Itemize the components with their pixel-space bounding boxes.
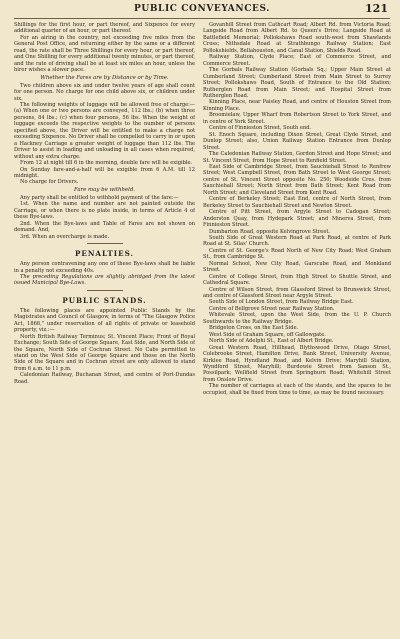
- note-paragraph: The preceding Regulations are slightly abridged from the latest issued Municipal Bye-Laws.: [14, 273, 195, 287]
- paragraph: Whitevale Street, upon the West Side, from the U. P. Church Southwards to the Railway Bridge.: [203, 312, 391, 325]
- paragraph: 3rd. When an overcharge is made.: [20, 233, 110, 240]
- paragraph: Centre of Berkeley Street; East End, centre of North Street, from Berkeley Street to Sauchiehall Street and Newton Street.: [203, 196, 391, 209]
- paragraph: Great Western Road, Hillhead, Blythswood Drive, Otago Street, Colebrooke Street, Hamilton Drive, Bank Street, University Avenue, Kirklee Road, Hyndland Road, and Kelvin Drive; Maryhill Station, Wyndford Street, Maryhill; Burdowie Street from Sanson St., Possilpark; Wellfield Street from Springburn Road; Whitehill Street from Onslow Drive.: [203, 344, 391, 383]
- paragraph: South Side of London Street, from Railway Bridge East.: [209, 299, 354, 306]
- paragraph: Any person contravening any one of these Bye-laws shall be liable in a penalty not exceeding 40s.: [14, 261, 195, 274]
- paragraph: Broomielaw, Upper Wharf from Robertson Street to York Street, and in centre of York Street.: [203, 112, 391, 125]
- paragraph: No charge for Drivers.: [20, 179, 79, 186]
- paragraph: Dumbarton Road, opposite Kelvingrove Street.: [209, 228, 330, 235]
- page-title: PUBLIC CONVEYANCES.: [134, 4, 270, 14]
- left-column: [14, 22, 195, 635]
- paragraph: The number of carriages at each of the stands, and the spaces to be occupied, shall be fixed from time to time, as may be found necessary.: [203, 383, 391, 396]
- section-heading-public-stands: PUBLIC STANDS.: [62, 295, 147, 305]
- paragraph: The Gorbals Railway Station (Gorbals Sq.; Upper Main Street at Cumberland Street; Cumberland Street from Main Street to Surrey Street; Pollokshaws Road, South of Entrance to the Old Station; Rutherglen Road from Main Street; and Hospital Street from Rutherglen Road.: [203, 67, 391, 99]
- right-column: [203, 22, 391, 635]
- paragraph: Two children above six and under twelve years of age shall count for one person. No charge for one child above six, or children under six.: [14, 82, 195, 102]
- paragraph: Centre of Pitt Street, from Argyle Street to Cadogan Street; Anderston Quay, from Hydepark Street; and Minerva Street, from Finnieston Street.: [203, 209, 391, 229]
- section-heading-penalties: PENALTIES.: [74, 249, 135, 259]
- paragraph: For an airing in the country, not exceeding five miles from the General Post Office, and returning either by the same or a different road, the rate shall be Three Shillings for every hour, or part thereof, and One Shilling for every additional twenty minutes, or part thereof, and the rate of driving shall be at least six miles an hour, unless the hirer wishes a slower pace.: [14, 34, 195, 74]
- section-subheading: Whether the Fares are by Distance or by Time.: [40, 74, 169, 81]
- paragraph: Centre of St. George's Road North of New City Road; West Graham St., from Cambridge St.: [203, 247, 391, 261]
- paragraph: The following weights of luggage will be allowed free of charge:—(a) When one or two persons are conveyed, 112 lbs.; (b) when three persons, 84 lbs.; (c) when four persons, 56 lbs. When the weight of luggage exceeds the respective weights to the number of persons specified above, the Driver will be entitled to make a charge not exceeding Sixpence. No Driver shall be compelled to carry in or upon a Hackney Carriage a greater weight of luggage than 112 lbs. The Driver to assist in loading and unloading in all cases when required, without any extra charge.: [14, 101, 195, 160]
- paragraph: Railway Station, Clyde Place; East of Commerce Street, and Commerce Street.: [203, 54, 391, 67]
- paragraph: Govanhill Street from Cathcart Road; Albert Rd. from Victoria Road; Langside Road from Albert Rd. to Queen's Drive; Langside Road at Battlefield Memorial; Pollokshaws Road south-west from Shawlands Cross; Nithsdale Road at Strathbungo Railway Station; East Pollokshields, Bellahouston, and Canal Station, Shields Road.: [203, 22, 391, 54]
- page-number: 121: [365, 2, 388, 15]
- paragraph: East Side of Cambridge Street, from Sauchiehall Street to Renfrew Street; West Campbell Street, from Bath Street to West George Street; centre of St. Vincent Street opposite No. 250; Woodside Cres. from Sauchiehall Street; North Street from Bath Street; Kent Road from North Street; and Cleveland Street from Kent Road.: [203, 163, 391, 196]
- paragraph: Normal School, New City Road, Garscube Road, and Monkland Street.: [203, 260, 391, 274]
- divider: [87, 290, 123, 291]
- paragraph: The Caledonian Railway Station, Gordon Street and Hope Street; and St. Vincent Street, from Hope Street to Renfield Street.: [203, 151, 391, 164]
- section-subheading: Fare may be withheld.: [73, 186, 136, 193]
- paragraph: Caledonian Railway, Buchanan Street, and centre of Port-Dundas Road.: [14, 372, 195, 385]
- paragraph: 1st. When the name and number are not painted outside the Carriage, or when there is no plate inside, in terms of Article 4 of these Bye-laws.: [14, 201, 195, 221]
- paragraph: North Side of Adelphi St., East of Albert Bridge.: [209, 338, 334, 345]
- paragraph: On Sunday fare-and-a-half will be exigible from 6 A.M. till 12 midnight.: [14, 166, 195, 179]
- paragraph: Centre of Bellgrove Street near Railway Station.: [209, 305, 335, 312]
- paragraph: Centre of Finnieston Street, South end.: [209, 125, 312, 132]
- paragraph: Bridgeton Cross, on the East Side.: [209, 325, 299, 332]
- paragraph: North British Railway Terminus; St. Vincent Place; Front of Royal Exchange; South Side of George Square, East Side, and North Side of the Square, North Side of Cochran Street. No Cabs permitted to stand on the West Side of George Square and those on the North Side of the Square and in Cochran street are only allowed to stand from 6 a.m. to 11 p.m.: [14, 333, 195, 372]
- paragraph: From 12 at night till 6 in the morning, double fare will be exigible.: [20, 160, 193, 167]
- paragraph: Kinning Place, near Paisley Road, and centre of Houston Street from Kinning Place.: [203, 99, 391, 112]
- paragraph: West Side of Graham Square, off Gallowgate.: [209, 331, 326, 338]
- paragraph: Shillings for the first hour, or part thereof, and Sixpence for every additional quarter of an hour, or part thereof.: [14, 22, 195, 35]
- page-header: [14, 2, 390, 19]
- paragraph: St. Enoch Square, including Dixon Street, Great Clyde Street, and Dunlop Street; also, Union Railway Station Entrance from Dunlop Street.: [203, 131, 391, 151]
- paragraph: 2nd. When the Bye-laws and Table of Fares are not shown on demand. And,: [14, 220, 195, 234]
- paragraph: Any party shall be entitled to withhold payment of the fare:—: [20, 194, 179, 201]
- paragraph: South Side of Great Western Road at Park Road, at centre of Park Road at St. Silas' Church.: [203, 234, 391, 248]
- paragraph: The following places are appointed Public Stands by the Magistrates and Council of Glasgow, in terms of "The Glasgow Police Act, 1866," under reservation of all rights of private or leasehold property, viz.:—: [14, 307, 195, 334]
- paragraph: Centre of Wilson Street, from Glassford Street to Brunswick Street, and centre of Glassford Street near Argyle Street.: [203, 286, 391, 300]
- divider: [87, 243, 123, 244]
- paragraph: Centre of College Street, from High Street to Shuttle Street, and Cathedral Square.: [203, 273, 391, 287]
